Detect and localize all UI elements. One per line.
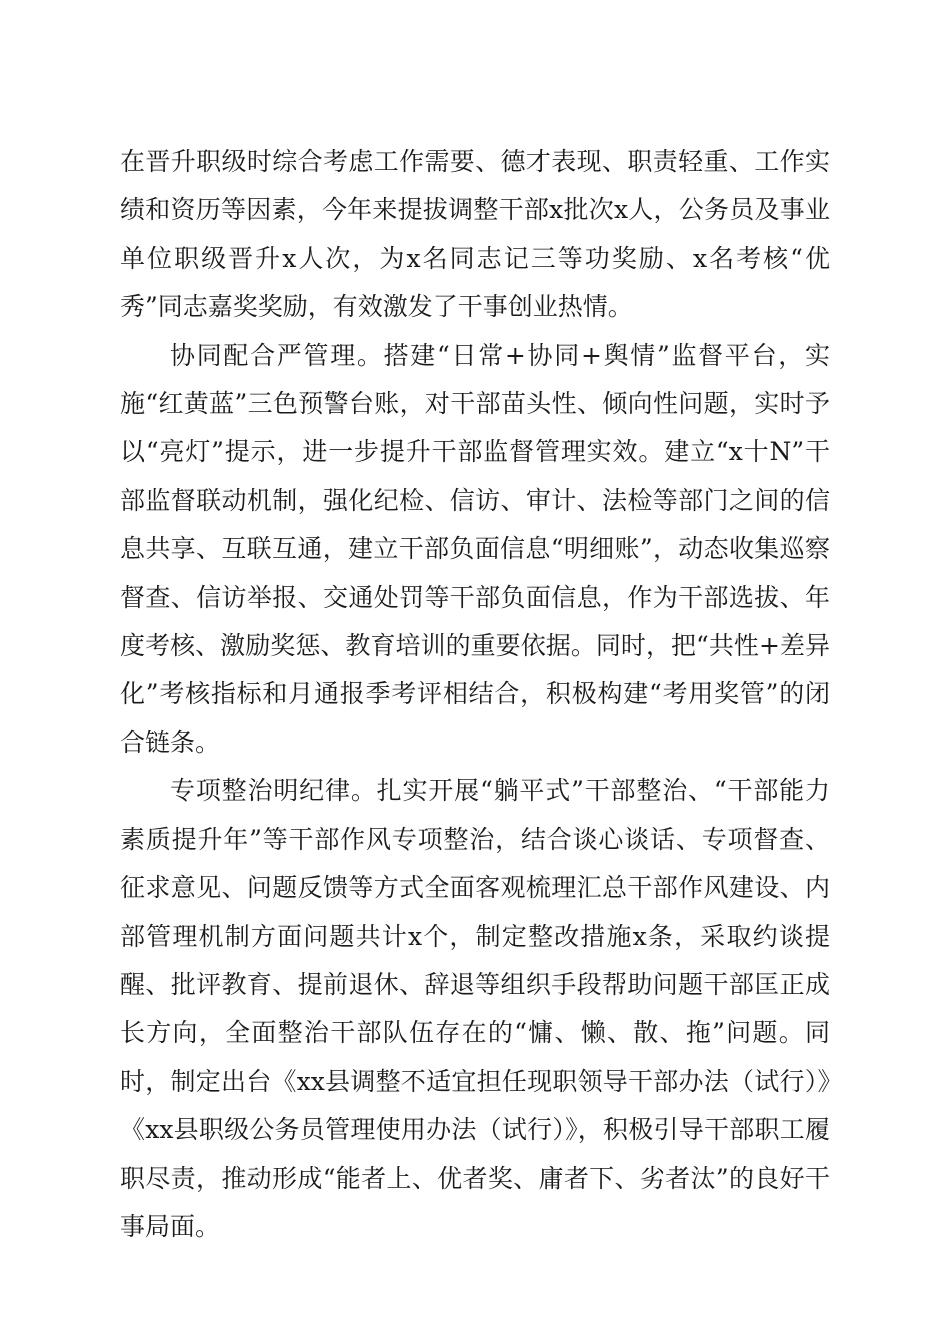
paragraph-collaborative-management: 协同配合严管理。搭建“日常+协同+舆情”监督平台，实施“红黄蓝”三色预警台账，对干部苗头性、倾向性问题，实时予以“亮灯”提示，进一步提升干部监督管理实效。建立“x十N”干部监督联动机制，强化纪检、信访、审计、法检等部门之间的信息共享、互联互通，建立干部负面信息“明细账”，动态收集巡察督查、信访举报、交通处罚等干部负面信息，作为干部选拔、年度考核、激励奖惩、教育培训的重要依据。同时，把“共性+差异化”考核指标和月通报季考评相结合，积极构建“考用奖管”的闭合链条。 bbox=[120, 340, 830, 757]
document-body bbox=[120, 138, 830, 1251]
paragraph-continued: 在晋升职级时综合考虑工作需要、德才表现、职责轻重、工作实绩和资历等因素，今年来提拔调整干部x批次x人，公务员及事业单位职级晋升x人次，为x名同志记三等功奖励、x名考核“优秀”同志嘉奖奖励，有效激发了干事创业热情。 bbox=[120, 147, 830, 322]
paragraph-special-rectification: 专项整治明纪律。扎实开展“躺平式”干部整治、“干部能力素质提升年”等干部作风专项整治，结合谈心谈话、专项督查、征求意见、问题反馈等方式全面客观梳理汇总干部作风建设、内部管理机制方面问题共计x个，制定整改措施x条，采取约谈提醒、批评教育、提前退休、辞退等组织手段帮助问题干部匡正成长方向，全面整治干部队伍存在的“慵、懒、散、拖”问题。同时，制定出台《xx县调整不适宜担任现职领导干部办法（试行）》《xx县职级公务员管理使用办法（试行）》，积极引导干部职工履职尽责，推动形成“能者上、优者奖、庸者下、劣者汰”的良好干事局面。 bbox=[120, 776, 830, 1241]
